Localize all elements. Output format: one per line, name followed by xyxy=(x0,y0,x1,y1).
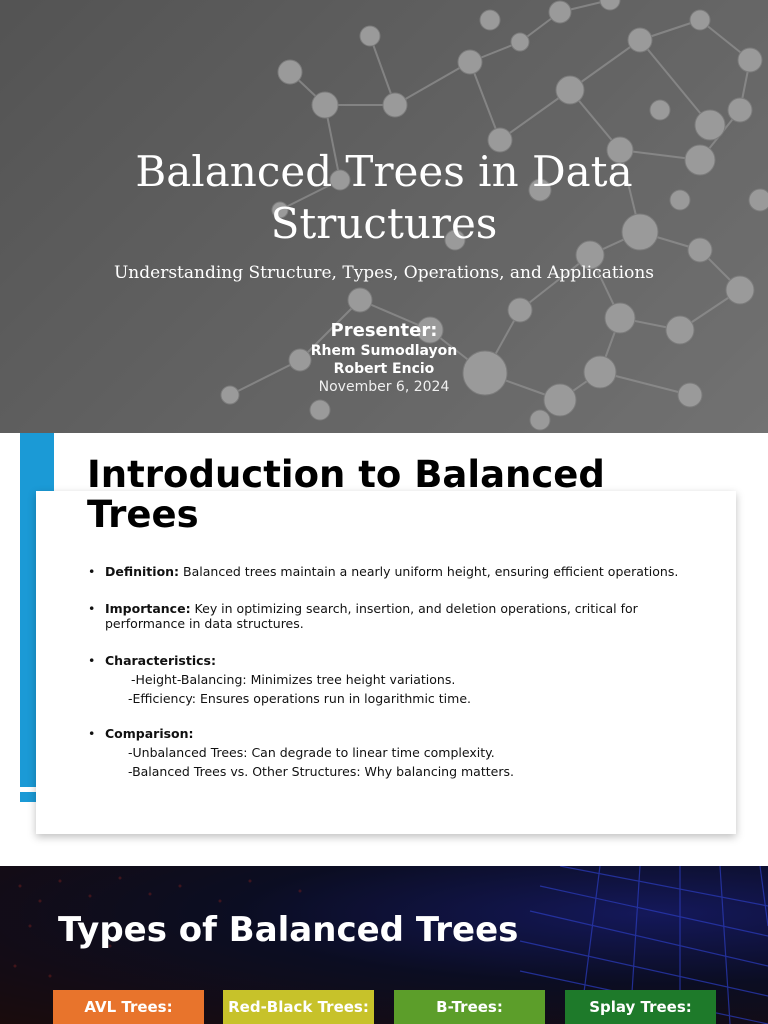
characteristic-item: -Efficiency: Ensures operations run in logarithmic time. xyxy=(128,691,471,706)
presentation-date: November 6, 2024 xyxy=(318,379,450,395)
bullet-dot: • xyxy=(88,653,96,668)
bullet-text: Key in optimizing search, insertion, and deletion operations, critical for performance in data structures. xyxy=(105,601,638,631)
types-slide xyxy=(0,866,768,1024)
bullet-dot: • xyxy=(88,726,96,741)
bullet-dot: • xyxy=(88,564,96,579)
type-box-red-black: Red-Black Trees: xyxy=(223,990,374,1024)
bullet-label: Importance: xyxy=(105,601,191,616)
bullet-label: Characteristics: xyxy=(105,653,216,668)
intro-slide xyxy=(0,433,768,866)
characteristic-item: -Height-Balancing: Minimizes tree height variations. xyxy=(131,672,456,687)
bullet-list xyxy=(88,564,708,781)
type-box-b-trees: B-Trees: xyxy=(394,990,545,1024)
bullet-label: Definition: xyxy=(105,564,180,579)
bullet-text: Balanced trees maintain a nearly uniform height, ensuring efficient operations. xyxy=(179,564,679,579)
title-slide xyxy=(0,0,768,433)
accent-bar-small xyxy=(20,792,36,802)
bullet-importance xyxy=(88,601,708,631)
presenter-name: Rhem Sumodlayon xyxy=(310,343,458,359)
bullet-label: Comparison: xyxy=(105,726,194,741)
bullet-dot: • xyxy=(88,601,96,616)
slide-subtitle: Understanding Structure, Types, Operations, and Applications xyxy=(113,263,655,283)
comparison-item: -Unbalanced Trees: Can degrade to linear time complexity. xyxy=(128,745,495,760)
bullet-definition xyxy=(88,564,708,579)
presenter-heading: Presenter: xyxy=(330,320,438,341)
types-title: Types of Balanced Trees xyxy=(58,910,519,950)
type-box-avl: AVL Trees: xyxy=(53,990,204,1024)
type-box-splay: Splay Trees: xyxy=(565,990,716,1024)
presenter-name: Robert Encio xyxy=(333,361,435,377)
slide-title: Balanced Trees in Data Structures xyxy=(135,147,633,248)
intro-title: Introduction to Balanced Trees xyxy=(87,453,605,536)
bullet-characteristics xyxy=(88,653,708,668)
comparison-item: -Balanced Trees vs. Other Structures: Why balancing matters. xyxy=(128,764,514,779)
bullet-comparison xyxy=(88,726,708,741)
